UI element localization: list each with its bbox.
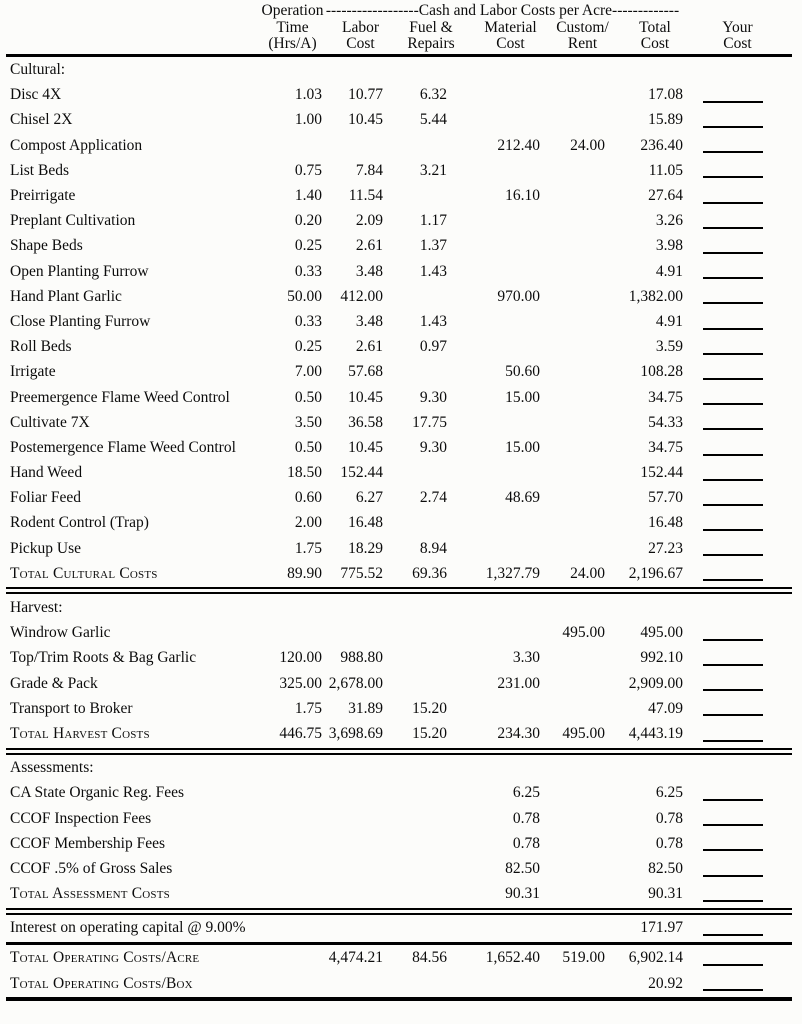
your-cost-blank-line	[703, 875, 763, 877]
your-cost-blank-line	[703, 900, 763, 902]
cell-total: 6,902.14	[628, 949, 683, 967]
table-row	[6, 83, 792, 108]
cell-labor: 4,474.21	[328, 949, 383, 967]
table-row	[6, 435, 792, 460]
cell-labor: 36.58	[348, 413, 383, 431]
table-row	[6, 486, 792, 511]
col-header-custom-l1: Custom/	[556, 18, 609, 36]
your-cost-blank-line	[703, 504, 763, 506]
your-cost-blank-line	[703, 454, 763, 456]
table-row	[6, 209, 792, 234]
row-label: Open Planting Furrow	[10, 262, 149, 280]
cell-time: 0.33	[294, 312, 322, 330]
table-row	[6, 536, 792, 561]
your-cost-blank-line	[703, 378, 763, 380]
cell-total: 2,909.00	[628, 674, 683, 692]
header-line-3	[6, 36, 792, 53]
row-label: Disc 4X	[10, 86, 62, 104]
your-cost-blank-line	[703, 252, 763, 254]
col-header-custom-l2: Rent	[567, 35, 598, 52]
cell-time: 1.75	[294, 699, 322, 717]
cell-total: 6.25	[655, 784, 683, 802]
row-label: Grade & Pack	[10, 674, 98, 692]
cell-labor: 10.45	[348, 388, 383, 406]
your-cost-blank	[683, 646, 792, 671]
row-label: Cultivate 7X	[10, 413, 90, 431]
cell-total: 0.78	[655, 834, 683, 852]
cell-labor: 11.54	[348, 187, 383, 205]
cell-time: 0.50	[294, 388, 322, 406]
col-header-total-l1: Total	[639, 18, 671, 36]
cell-labor: 988.80	[340, 649, 383, 667]
your-cost-blank	[683, 536, 792, 561]
row-label: Transport to Broker	[10, 699, 133, 717]
cell-fuel: 1.17	[419, 212, 447, 230]
your-cost-blank-line	[703, 529, 763, 531]
section-label: Cultural:	[10, 61, 66, 79]
cell-labor: 3.48	[355, 312, 383, 330]
cell-time: 7.00	[294, 363, 322, 381]
cell-labor: 18.29	[348, 539, 383, 557]
col-header-labor-l2: Cost	[346, 35, 375, 52]
section-divider-rule	[6, 908, 792, 915]
cell-fuel: 84.56	[412, 949, 447, 967]
cell-material: 82.50	[505, 859, 540, 877]
your-cost-blank-line	[703, 328, 763, 330]
cell-time: 18.50	[287, 464, 322, 482]
cell-total: 27.23	[648, 539, 683, 557]
your-cost-blank	[683, 234, 792, 259]
cell-material: 231.00	[497, 674, 540, 692]
cell-material: 1,652.40	[485, 949, 540, 967]
row-label: Total Cultural Costs	[10, 564, 158, 582]
your-cost-blank	[683, 410, 792, 435]
section-label-row	[6, 595, 792, 620]
cell-time: 120.00	[279, 649, 322, 667]
cell-fuel: 69.36	[412, 564, 447, 582]
cell-time: 0.60	[294, 489, 322, 507]
your-cost-blank	[683, 971, 792, 996]
cell-time: 0.25	[294, 338, 322, 356]
cell-material: 16.10	[505, 187, 540, 205]
cell-total: 27.64	[648, 187, 683, 205]
cell-material: 3.30	[512, 649, 540, 667]
cell-total: 57.70	[648, 489, 683, 507]
section-total-row	[6, 721, 792, 746]
table-row	[6, 133, 792, 158]
col-header-material-l1: Material	[484, 18, 537, 36]
cell-material: 15.00	[505, 388, 540, 406]
cell-labor: 3.48	[355, 262, 383, 280]
cell-time: 0.25	[294, 237, 322, 255]
cell-labor: 16.48	[348, 514, 383, 532]
table-header	[6, 3, 792, 57]
your-cost-blank	[683, 461, 792, 486]
col-header-time-l2: (Hrs/A)	[268, 35, 317, 52]
cell-labor: 2.61	[355, 338, 383, 356]
cell-total: 3.59	[655, 338, 683, 356]
your-cost-blank-line	[703, 714, 763, 716]
bottom-rule	[6, 997, 792, 1001]
table-row	[6, 360, 792, 385]
your-cost-blank-line	[703, 579, 763, 581]
cell-total: 11.05	[648, 161, 683, 179]
your-cost-blank	[683, 856, 792, 881]
header-line-2	[6, 20, 792, 37]
cell-material: 0.78	[512, 809, 540, 827]
cell-material: 0.78	[512, 834, 540, 852]
cell-fuel: 1.37	[419, 237, 447, 255]
your-cost-blank	[683, 209, 792, 234]
cell-fuel: 9.30	[419, 388, 447, 406]
your-cost-blank	[683, 882, 792, 907]
cell-fuel: 9.30	[419, 438, 447, 456]
cell-material: 90.31	[505, 885, 540, 903]
cell-material: 15.00	[505, 438, 540, 456]
header-rule	[6, 54, 792, 57]
your-cost-blank-line	[703, 639, 763, 641]
row-label: CCOF .5% of Gross Sales	[10, 859, 173, 877]
header-line-1	[6, 3, 792, 20]
table-row	[6, 234, 792, 259]
cell-material: 48.69	[505, 489, 540, 507]
cell-total: 20.92	[648, 974, 683, 992]
cell-time: 325.00	[279, 674, 322, 692]
cell-fuel: 0.97	[419, 338, 447, 356]
row-label: Total Operating Costs/Box	[10, 974, 193, 992]
your-cost-blank-line	[703, 302, 763, 304]
your-cost-blank-line	[703, 101, 763, 103]
cell-total: 1,382.00	[628, 287, 683, 305]
col-header-material-l2: Cost	[496, 35, 525, 52]
col-header-your-l2: Cost	[723, 35, 752, 52]
cell-custom: 24.00	[570, 136, 605, 154]
cell-fuel: 15.20	[412, 724, 447, 742]
cell-total: 0.78	[655, 809, 683, 827]
cell-time: 3.50	[294, 413, 322, 431]
cell-time: 0.75	[294, 161, 322, 179]
cell-fuel: 8.94	[419, 539, 447, 557]
your-cost-blank-line	[703, 989, 763, 991]
cell-time: 446.75	[279, 724, 322, 742]
col-header-time-l1: Time	[276, 18, 309, 36]
cell-time: 2.00	[294, 514, 322, 532]
table-row	[6, 696, 792, 721]
cell-total: 3.98	[655, 237, 683, 255]
cell-fuel: 6.32	[419, 86, 447, 104]
your-cost-blank	[683, 671, 792, 696]
row-label: Rodent Control (Trap)	[10, 514, 149, 532]
grand-total-row	[6, 946, 792, 971]
your-cost-blank-line	[703, 151, 763, 153]
your-cost-blank-line	[703, 277, 763, 279]
col-header-total-l2: Cost	[640, 35, 670, 52]
table-row	[6, 410, 792, 435]
your-cost-blank	[683, 360, 792, 385]
cell-labor: 6.27	[355, 489, 383, 507]
cell-labor: 2.61	[355, 237, 383, 255]
cell-material: 970.00	[497, 287, 540, 305]
cell-time: 1.00	[294, 111, 322, 129]
cell-custom: 24.00	[570, 564, 605, 582]
your-cost-blank-line	[703, 176, 763, 178]
your-cost-blank	[683, 183, 792, 208]
your-cost-blank-line	[703, 202, 763, 204]
col-header-your-l1: Your	[722, 18, 753, 36]
cell-material: 234.30	[497, 724, 540, 742]
cell-total: 34.75	[648, 388, 683, 406]
cell-total: 4,443.19	[628, 724, 683, 742]
cell-total: 15.89	[648, 111, 683, 129]
row-label: CA State Organic Reg. Fees	[10, 784, 185, 802]
row-label: Total Operating Costs/Acre	[10, 949, 200, 967]
cell-time: 0.20	[294, 212, 322, 230]
cell-total: 4.91	[655, 312, 683, 330]
cell-total: 495.00	[640, 624, 683, 642]
your-cost-blank-line	[703, 934, 763, 936]
table-row	[6, 158, 792, 183]
section-label-row	[6, 58, 792, 83]
row-label: CCOF Inspection Fees	[10, 809, 152, 827]
cell-material: 1,327.79	[485, 564, 540, 582]
cell-material: 212.40	[497, 136, 540, 154]
row-label: Irrigate	[10, 363, 56, 381]
table-row	[6, 335, 792, 360]
your-cost-blank	[683, 435, 792, 460]
cell-fuel: 17.75	[412, 413, 447, 431]
table-row	[6, 309, 792, 334]
your-cost-blank	[683, 284, 792, 309]
your-cost-blank-line	[703, 353, 763, 355]
cell-time: 1.75	[294, 539, 322, 557]
your-cost-blank-line	[703, 849, 763, 851]
your-cost-blank	[683, 335, 792, 360]
row-label: Interest on operating capital @ 9.00%	[10, 919, 246, 937]
your-cost-blank-line	[703, 964, 763, 966]
row-label: Shape Beds	[10, 237, 83, 255]
row-label: Compost Application	[10, 136, 143, 154]
section-total-row	[6, 882, 792, 907]
cell-time: 89.90	[287, 564, 322, 582]
row-label: Preirrigate	[10, 187, 76, 205]
row-label: List Beds	[10, 161, 69, 179]
cell-total: 90.31	[648, 885, 683, 903]
col-header-fuel-l2: Repairs	[407, 35, 455, 52]
cell-labor: 412.00	[340, 287, 383, 305]
your-cost-blank	[683, 561, 792, 586]
table-row	[6, 183, 792, 208]
cell-material: 6.25	[512, 784, 540, 802]
your-cost-blank-line	[703, 824, 763, 826]
row-label: Chisel 2X	[10, 111, 73, 129]
cash-labor-costs-span-header: ------------------Cash and Labor Costs per Acre-------------	[325, 2, 680, 19]
section-divider-rule	[6, 748, 792, 755]
your-cost-blank-line	[703, 554, 763, 556]
your-cost-blank	[683, 696, 792, 721]
col-header-labor-l1: Labor	[341, 18, 379, 36]
cell-fuel: 3.21	[419, 161, 447, 179]
your-cost-blank-line	[703, 799, 763, 801]
your-cost-blank	[683, 108, 792, 133]
cell-time: 0.50	[294, 438, 322, 456]
cell-custom: 495.00	[562, 724, 605, 742]
cell-time: 50.00	[287, 287, 322, 305]
row-label: Foliar Feed	[10, 489, 82, 507]
cell-total: 16.48	[648, 514, 683, 532]
cell-total: 108.28	[640, 363, 683, 381]
cell-total: 54.33	[648, 413, 683, 431]
row-label: Pickup Use	[10, 539, 82, 557]
your-cost-blank	[683, 486, 792, 511]
your-cost-blank	[683, 831, 792, 856]
cell-total: 34.75	[648, 438, 683, 456]
cell-total: 992.10	[640, 649, 683, 667]
your-cost-blank	[683, 83, 792, 108]
cell-labor: 7.84	[355, 161, 383, 179]
your-cost-blank	[683, 916, 792, 941]
interest-divider-rule	[6, 942, 792, 945]
your-cost-blank-line	[703, 664, 763, 666]
your-cost-blank	[683, 259, 792, 284]
table-row	[6, 284, 792, 309]
table-row	[6, 831, 792, 856]
your-cost-blank-line	[703, 126, 763, 128]
row-label: Total Harvest Costs	[10, 724, 150, 742]
table-row	[6, 806, 792, 831]
cell-labor: 57.68	[348, 363, 383, 381]
cell-labor: 775.52	[340, 564, 383, 582]
your-cost-blank	[683, 385, 792, 410]
your-cost-blank-line	[703, 740, 763, 742]
table-row	[6, 781, 792, 806]
row-label: CCOF Membership Fees	[10, 834, 165, 852]
table-row	[6, 511, 792, 536]
table-row	[6, 461, 792, 486]
table-row	[6, 385, 792, 410]
table-body	[6, 58, 792, 1002]
row-label: Top/Trim Roots & Bag Garlic	[10, 649, 197, 667]
cell-labor: 152.44	[340, 464, 383, 482]
row-label: Preplant Cultivation	[10, 212, 136, 230]
row-label: Close Planting Furrow	[10, 312, 151, 330]
cell-total: 152.44	[640, 464, 683, 482]
cell-total: 4.91	[655, 262, 683, 280]
section-label: Harvest:	[10, 599, 63, 617]
cell-labor: 10.45	[348, 438, 383, 456]
cell-total: 171.97	[640, 919, 683, 937]
table-row	[6, 646, 792, 671]
row-label: Total Assessment Costs	[10, 885, 170, 903]
section-divider-rule	[6, 587, 792, 594]
cell-total: 47.09	[648, 699, 683, 717]
cell-material: 50.60	[505, 363, 540, 381]
table-row	[6, 671, 792, 696]
row-label: Postemergence Flame Weed Control	[10, 438, 236, 456]
cell-labor: 2.09	[355, 212, 383, 230]
cell-labor: 3,698.69	[328, 724, 383, 742]
cell-time: 0.33	[294, 262, 322, 280]
your-cost-blank	[683, 781, 792, 806]
your-cost-blank	[683, 721, 792, 746]
your-cost-blank	[683, 158, 792, 183]
cell-time: 1.40	[294, 187, 322, 205]
your-cost-blank	[683, 309, 792, 334]
col-header-operation: Operation	[261, 2, 324, 19]
cell-labor: 2,678.00	[328, 674, 383, 692]
grand-total-row	[6, 971, 792, 996]
your-cost-blank	[683, 806, 792, 831]
your-cost-blank	[683, 621, 792, 646]
row-label: Preemergence Flame Weed Control	[10, 388, 230, 406]
row-label: Hand Plant Garlic	[10, 287, 122, 305]
your-cost-blank-line	[703, 227, 763, 229]
cell-total: 17.08	[648, 86, 683, 104]
cell-fuel: 1.43	[419, 262, 447, 280]
row-label: Roll Beds	[10, 338, 72, 356]
cell-total: 2,196.67	[628, 564, 683, 582]
your-cost-blank-line	[703, 403, 763, 405]
your-cost-blank-line	[703, 689, 763, 691]
your-cost-blank-line	[703, 479, 763, 481]
row-label: Hand Weed	[10, 464, 83, 482]
cell-total: 236.40	[640, 136, 683, 154]
table-row	[6, 856, 792, 881]
your-cost-blank	[683, 511, 792, 536]
cell-labor: 10.45	[348, 111, 383, 129]
cell-labor: 31.89	[348, 699, 383, 717]
cell-custom: 519.00	[562, 949, 605, 967]
cell-fuel: 2.74	[419, 489, 447, 507]
table-row	[6, 108, 792, 133]
cell-fuel: 5.44	[419, 111, 447, 129]
table-row	[6, 621, 792, 646]
cell-total: 3.26	[655, 212, 683, 230]
cell-labor: 10.77	[348, 86, 383, 104]
section-total-row	[6, 561, 792, 586]
table-row	[6, 259, 792, 284]
row-label: Windrow Garlic	[10, 624, 111, 642]
cell-fuel: 15.20	[412, 699, 447, 717]
cell-custom: 495.00	[562, 624, 605, 642]
your-cost-blank	[683, 946, 792, 971]
col-header-fuel-l1: Fuel &	[409, 18, 453, 36]
cell-time: 1.03	[294, 86, 322, 104]
cell-total: 82.50	[648, 859, 683, 877]
section-label: Assessments:	[10, 759, 94, 777]
your-cost-blank	[683, 133, 792, 158]
section-label-row	[6, 756, 792, 781]
cell-fuel: 1.43	[419, 312, 447, 330]
interest-row	[6, 916, 792, 941]
your-cost-blank-line	[703, 428, 763, 430]
